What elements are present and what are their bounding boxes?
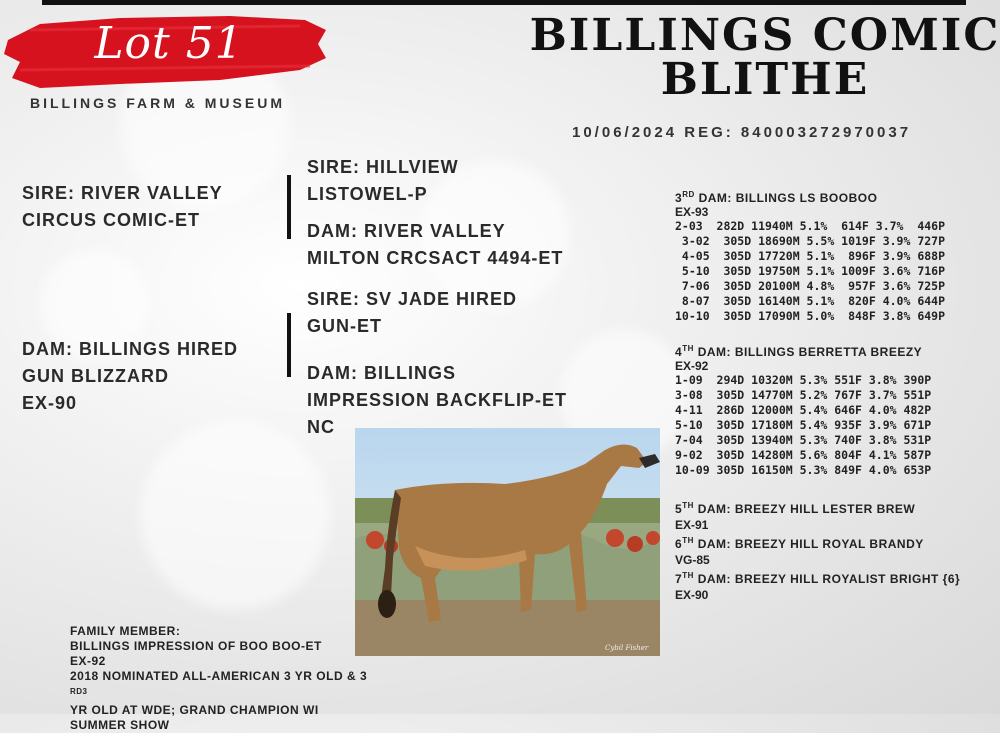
animal-name-line2: BLITHE	[660, 54, 870, 105]
third-dam-title: 3RD DAM: BILLINGS LS BOOBOO	[675, 190, 878, 205]
fifth-dam-classification: EX-91	[675, 518, 709, 532]
lactation-record: 3-08 305D 14770M 5.2% 767F 3.7% 551P	[675, 388, 932, 402]
family-name: BILLINGS IMPRESSION OF BOO BOO-ET	[70, 639, 322, 653]
cow-photo	[355, 428, 660, 656]
lactation-record: 1-09 294D 10320M 5.3% 551F 3.8% 390P	[675, 373, 932, 387]
lactation-record: 4-11 286D 12000M 5.4% 646F 4.0% 482P	[675, 403, 932, 417]
lactation-record: 7-04 305D 13940M 5.3% 740F 3.8% 531P	[675, 433, 932, 447]
sire-dam-line2: MILTON CRCSACT 4494-ET	[307, 248, 564, 268]
lactation-record: 10-10 305D 17090M 5.0% 848F 3.8% 649P	[675, 309, 946, 323]
family-note: 2018 NOMINATED ALL-AMERICAN 3 YR OLD & 3 $^{RD3}$ YR OLD AT WDE; GRAND CHAMPION WI	[70, 669, 368, 717]
animal-name	[520, 10, 1000, 105]
lactation-record: 7-06 305D 20100M 4.8% 957F 3.6% 725P	[675, 279, 946, 293]
fifth-dam-title: 5TH DAM: BREEZY HILL LESTER BREW	[675, 501, 916, 516]
lactation-record: 2-03 282D 11940M 5.1% 614F 3.7% 446P	[675, 219, 946, 233]
fourth-dam	[675, 344, 931, 478]
sire-line2: CIRCUS COMIC-ET	[22, 210, 200, 230]
sire-sire-line1: SIRE: HILLVIEW	[307, 157, 459, 177]
sire-dam-line1: DAM: RIVER VALLEY	[307, 221, 506, 241]
lactation-record: 9-02 305D 14280M 5.6% 804F 4.1% 587P	[675, 448, 932, 462]
sixth-dam-classification: VG-85	[675, 553, 710, 567]
lactation-record: 8-07 305D 16140M 5.1% 820F 4.0% 644P	[675, 294, 946, 308]
third-dam-classification: EX-93	[675, 205, 709, 219]
sire-sire	[307, 154, 459, 208]
further-dams	[675, 498, 960, 603]
dam-sire-line2: GUN-ET	[307, 316, 382, 336]
fourth-dam-title: 4TH DAM: BILLINGS BERRETTA BREEZY	[675, 344, 923, 359]
bokeh-light	[140, 420, 330, 610]
third-dam	[675, 190, 945, 324]
top-rule	[42, 0, 966, 5]
seventh-dam-title: 7TH DAM: BREEZY HILL ROYALIST BRIGHT {6}	[675, 571, 961, 586]
lactation-record: 3-02 305D 18690M 5.5% 1019F 3.9% 727P	[675, 234, 946, 248]
lactation-record: 4-05 305D 17720M 5.1% 896F 3.9% 688P	[675, 249, 946, 263]
sire	[22, 180, 223, 234]
dam-sire-line1: SIRE: SV JADE HIRED	[307, 289, 518, 309]
sire-line1: SIRE: RIVER VALLEY	[22, 183, 223, 203]
family-member	[70, 624, 367, 733]
family-classification: EX-92	[70, 654, 106, 668]
dam-dam-line3: NC	[307, 417, 335, 437]
sire-dam	[307, 218, 563, 272]
dam-line3: EX-90	[22, 393, 78, 413]
lactation-record: 5-10 305D 19750M 5.1% 1009F 3.6% 716P	[675, 264, 946, 278]
lactation-record: 10-09 305D 16150M 5.3% 849F 4.0% 653P	[675, 463, 932, 477]
seventh-dam-classification: EX-90	[675, 588, 709, 602]
dam	[22, 336, 238, 417]
lot-number: Lot 51	[94, 18, 244, 69]
fourth-dam-classification: EX-92	[675, 359, 709, 373]
birthdate-registration: 10/06/2024 REG: 840003272970037	[572, 124, 912, 141]
animal-name-line1: BILLINGS COMIC	[529, 10, 1000, 61]
dam-dam-line2: IMPRESSION BACKFLIP-ET	[307, 390, 568, 410]
family-note-line2: SUMMER SHOW	[70, 718, 170, 732]
dam-sire	[307, 286, 517, 340]
dam-line1: DAM: BILLINGS HIRED	[22, 339, 238, 359]
dam-line2: GUN BLIZZARD	[22, 366, 169, 386]
family-label: FAMILY MEMBER:	[70, 624, 181, 638]
dam-dam-line1: DAM: BILLINGS	[307, 363, 456, 383]
sixth-dam-title: 6TH DAM: BREEZY HILL ROYAL BRANDY	[675, 536, 924, 551]
pedigree-connector	[287, 175, 291, 239]
farm-name: BILLINGS FARM & MUSEUM	[30, 95, 285, 111]
photo-watermark: Cybil Fisher	[605, 644, 649, 652]
sire-sire-line2: LISTOWEL-P	[307, 184, 428, 204]
lactation-record: 5-10 305D 17180M 5.4% 935F 3.9% 671P	[675, 418, 932, 432]
pedigree-connector	[287, 313, 291, 377]
